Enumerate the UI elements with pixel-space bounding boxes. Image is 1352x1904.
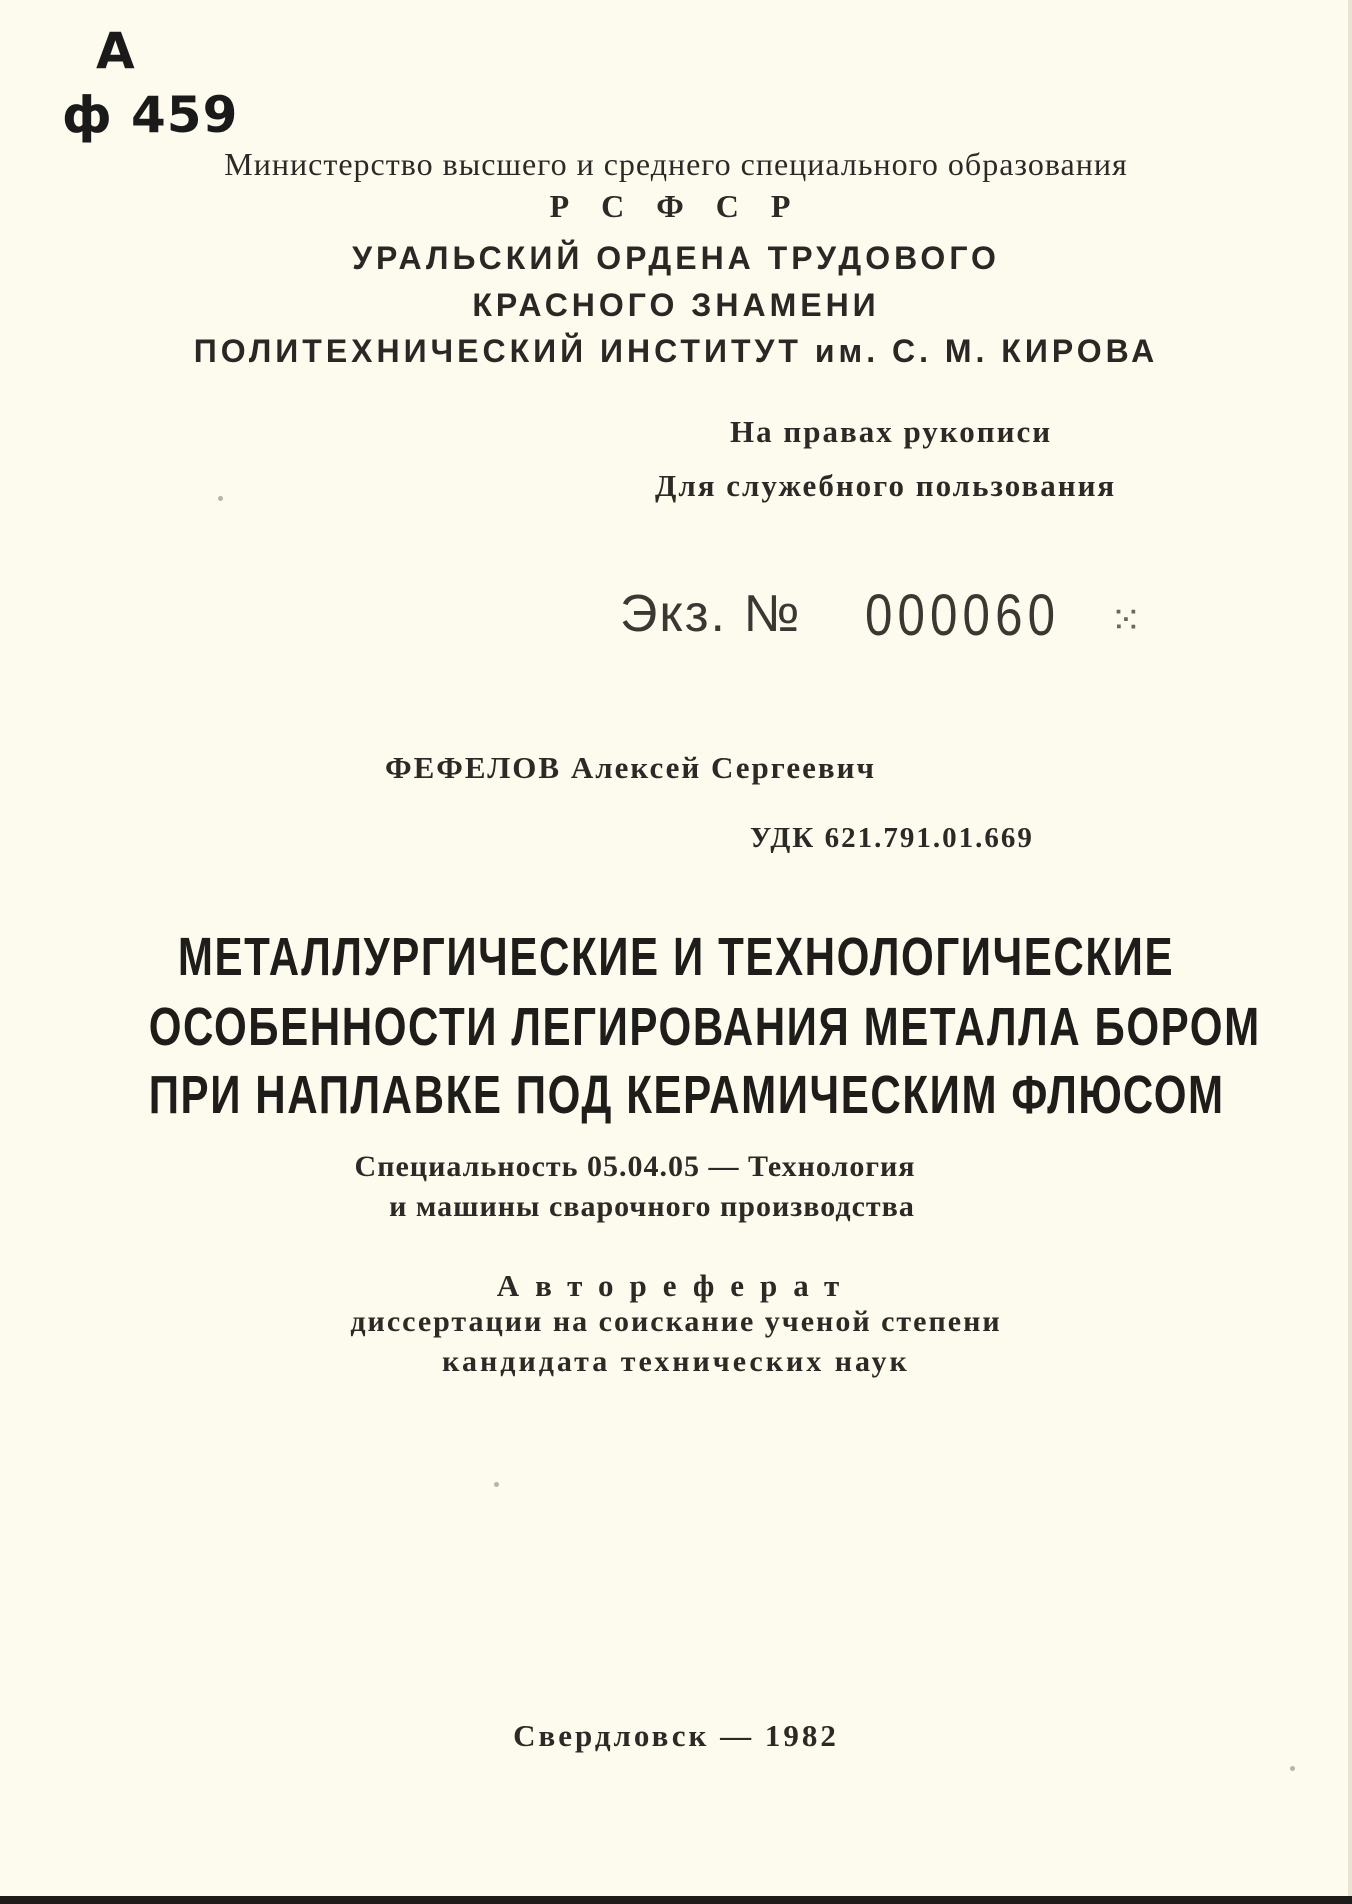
title-line3: ПРИ НАПЛАВКЕ ПОД КЕРАМИЧЕСКИМ ФЛЮСОМ (148, 1065, 1225, 1125)
copy-number-label: Экз. № (620, 585, 802, 643)
title-line1: МЕТАЛЛУРГИЧЕСКИЕ И ТЕХНОЛОГИЧЕСКИЕ (177, 927, 1175, 987)
city-year: Свердловск — 1982 (513, 1718, 839, 1753)
title-line2: ОСОБЕННОСТИ ЛЕГИРОВАНИЯ МЕТАЛЛА БОРОМ (148, 997, 1261, 1057)
handwritten-shelf-code: ф 459 (62, 86, 239, 144)
copy-number-stamp: 000060 (865, 583, 1061, 648)
scan-edge-bottom (0, 1896, 1352, 1904)
institute-name-line3: ПОЛИТЕХНИЧЕСКИЙ ИНСТИТУТ им. С. М. КИРОВА (193, 333, 1159, 369)
republic-name: Р С Ф С Р (549, 188, 803, 224)
official-use-note: Для служебного пользования (655, 468, 1117, 503)
manuscript-rights-note: На правах рукописи (730, 414, 1053, 449)
dissertation-line1: диссертации на соискание ученой степени (350, 1305, 1002, 1338)
institute-name-line2: КРАСНОГО ЗНАМЕНИ (472, 287, 880, 323)
dissertation-line2: кандидата технических наук (442, 1345, 910, 1378)
specialty-line2: и машины сварочного производства (389, 1190, 915, 1223)
paper-speck (218, 496, 223, 501)
udk-code: УДК 621.791.01.669 (750, 822, 1034, 854)
scan-edge-right (1348, 0, 1352, 1904)
paper-speck (494, 1482, 499, 1487)
ministry-name: Министерство высшего и среднего специального образования (224, 146, 1128, 182)
institute-name-line1: УРАЛЬСКИЙ ОРДЕНА ТРУДОВОГО (352, 240, 1000, 276)
handwritten-mark-letter: А (96, 22, 136, 80)
abstract-label: Автореферат (496, 1268, 856, 1303)
stamp-asterisk-icon: ⁙ (1110, 598, 1142, 642)
author-name: ФЕФЕЛОВ Алексей Сергеевич (385, 750, 877, 785)
specialty-line1: Специальность 05.04.05 — Технология (354, 1150, 916, 1183)
paper-speck (1290, 1766, 1295, 1771)
